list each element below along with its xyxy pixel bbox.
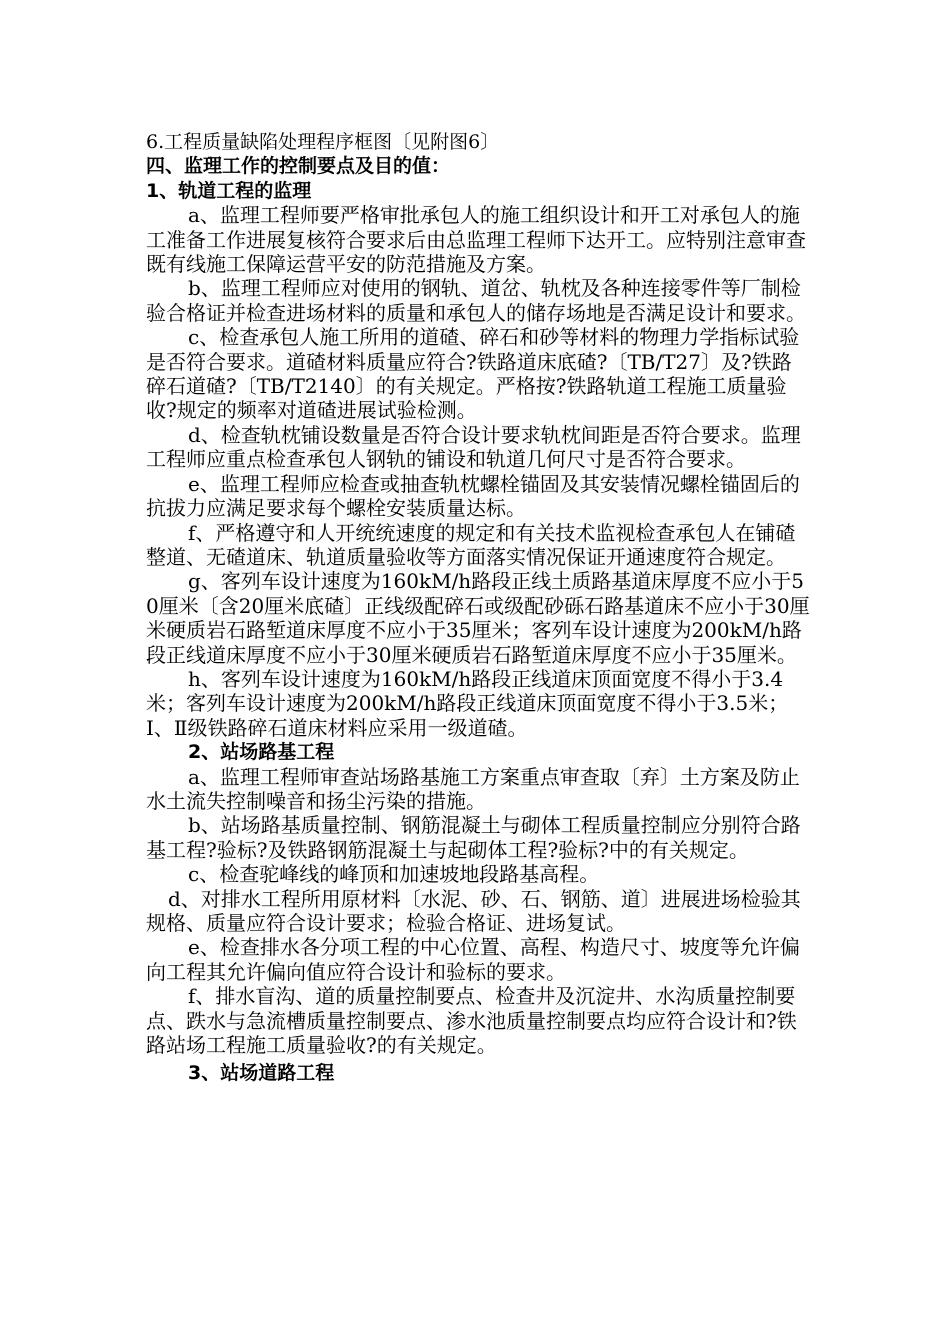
paragraph-track-g: g、客列车设计速度为160kM/h路段正线土质路基道床厚度不应小于50厘米〔含20厘米底碴〕正线级配碎石或级配砂砾石路基道床不应小于30厘米硬质岩石路堑道床厚度不应小于35厘米；客列车设计速度为200kM/h路段正线道床厚度不应小于30厘米硬质岩石路堑道床厚度不应小于35厘米。 [146, 569, 810, 667]
paragraph-track-a: a、监理工程师要严格审批承包人的施工组织设计和开工对承包人的施工准备工作进展复核符合要求后由总监理工程师下达开工。应特别注意审查既有线施工保障运营平安的防范措施及方案。 [146, 203, 806, 277]
paragraph-track-d: d、检查轨枕铺设数量是否符合设计要求轨枕间距是否符合要求。监理工程师应重点检查承包人钢轨的铺设和轨道几何尺寸是否符合要求。 [146, 422, 801, 472]
paragraph-subgrade-b: b、站场路基质量控制、钢筋混凝土与砌体工程质量控制应分别符合路基工程?验标?及铁路钢筋混凝土与起砌体工程?验标?中的有关规定。 [146, 813, 801, 862]
paragraph-track-c: c、检查承包人施工所用的道碴、碎石和砂等材料的物理力学指标试验是否符合要求。道碴材料质量应符合?铁路道床底碴?〔TB/T27〕及?铁路碎石道碴?〔TB/T2140〕的有关规定。严格按?铁路轨道工程施工质量验收?规定的频率对道碴进展试验检测。 [146, 325, 800, 423]
paragraph-track-b: b、监理工程师应对使用的钢轨、道岔、轨枕及各种连接零件等厂制检验合格证并检查进场材料的质量和承包人的储存场地是否满足设计和要求。 [146, 276, 806, 325]
subsection-heading-track: 1、轨道工程的监理 [146, 179, 312, 202]
document-page [146, 130, 810, 1086]
paragraph-track-f: f、严格遵守和人开统统速度的规定和有关技术监视检查承包人在铺碴整道、无碴道床、轨道质量验收等方面落实情况保证开通速度符合规定。 [146, 520, 796, 569]
section-heading: 四、监理工作的控制要点及目的值： [146, 155, 451, 178]
paragraph-subgrade-a: a、监理工程师审查站场路基施工方案重点审查取〔弃〕土方案及防止水土流失控制噪音和扬尘污染的措施。 [146, 764, 800, 813]
paragraph-subgrade-c: c、检查驼峰线的峰顶和加速坡地段路基高程。 [188, 862, 600, 887]
paragraph-subgrade-e: e、检查排水各分项工程的中心位置、高程、构造尺寸、坡度等允许偏向工程其允许偏向值应符合设计和验标的要求。 [146, 935, 800, 984]
paragraph-track-e: e、监理工程师应检查或抽查轨枕螺栓锚固及其安装情况螺栓锚固后的抗拔力应满足要求每个螺栓安装质量达标。 [146, 471, 800, 521]
subsection-heading-road: 3、站场道路工程 [188, 1062, 335, 1085]
paragraph-subgrade-f: f、排水盲沟、道的质量控制要点、检查井及沉淀井、水沟质量控制要点、跌水与急流槽质量控制要点、渗水池质量控制要点均应符合设计和?铁路站场工程施工质量验收?的有关规定。 [146, 984, 797, 1058]
reference-line: 6.工程质量缺陷处理程序框图〔见附图6〕 [146, 131, 500, 153]
paragraph-track-h: h、客列车设计速度为160kM/h路段正线道床顶面宽度不得小于3.4米；客列车设计速度为200kM/h路段正线道床顶面宽度不得小于3.5米；Ⅰ、Ⅱ级铁路碎石道床材料应采用一级道碴。 [146, 666, 789, 740]
paragraph-subgrade-d: d、对排水工程所用原材料〔水泥、砂、石、钢筋、道〕进展进场检验其规格、质量应符合设计要求；检验合格证、进场复试。 [146, 886, 801, 935]
subsection-heading-subgrade: 2、站场路基工程 [188, 741, 335, 764]
